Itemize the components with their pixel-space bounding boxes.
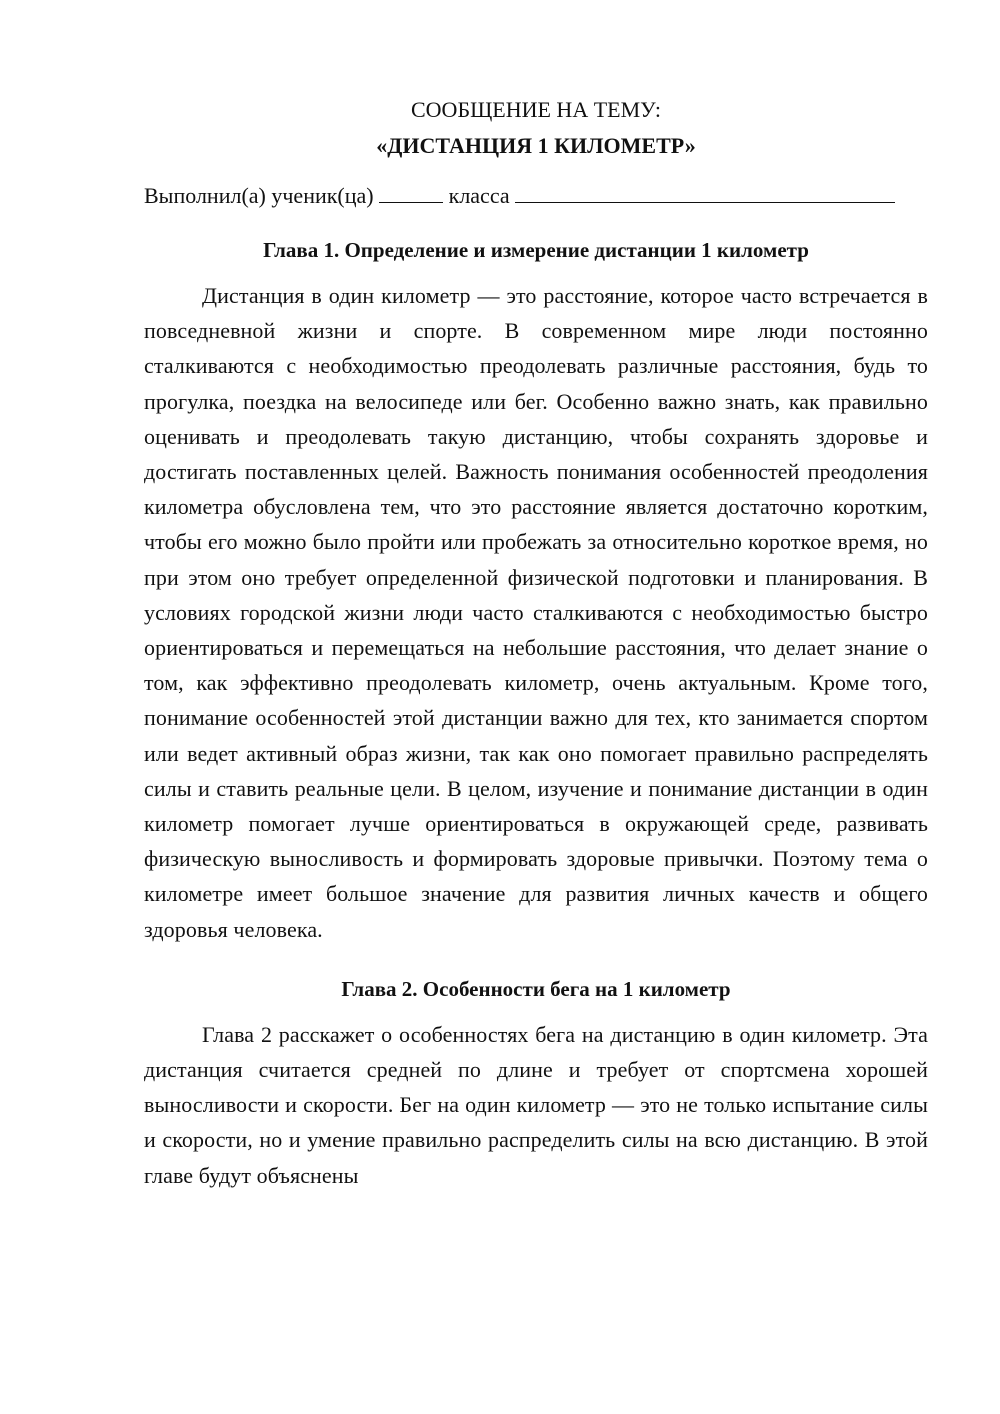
author-label: Выполнил(а) ученик(ца) <box>144 183 374 208</box>
author-line <box>144 178 928 214</box>
class-number-blank <box>379 180 443 203</box>
chapter-1-heading: Глава 1. Определение и измерение дистанции 1 километр <box>263 238 809 262</box>
document-content <box>144 92 928 1193</box>
chapter-1-paragraph: Дистанция в один километр — это расстояние, которое часто встречается в повседневной жизни и спорте. В современном мире люди постоянно сталкиваются с необходимостью преодолевать различные расстояния, будь то прогулка, поездка на велосипеде или бег. Особенно важно знать, как правильно оценивать и преодолевать такую дистанцию, чтобы сохранять здоровье и достигать поставленных целей. Важность понимания особенностей преодоления километра обусловлена тем, что это расстояние является достаточно коротким, чтобы его можно было пройти или пробежать за относительно короткое время, но при этом оно требует определенной физической подготовки и планирования. В условиях городской жизни люди часто сталкиваются с необходимостью быстро ориентироваться и перемещаться на небольшие расстояния, что делает знание о том, как эффективно преодолевать километр, очень актуальным. Кроме того, понимание особенностей этой дистанции важно для тех, кто занимается спортом или ведет активный образ жизни, так как оно помогает правильно распределять силы и ставить реальные цели. В целом, изучение и понимание дистанции в один километр помогает лучше ориентироваться в окружающей среде, развивать физическую выносливость и формировать здоровые привычки. Поэтому тема о километре имеет большое значение для развития личных качеств и общего здоровья человека. <box>144 283 928 942</box>
document-title-topic: СООБЩЕНИЕ НА ТЕМУ: <box>411 97 661 122</box>
student-name-blank <box>515 180 895 203</box>
chapter-2-paragraph: Глава 2 расскажет о особенностях бега на дистанцию в один километр. Эта дистанция считается средней по длине и требует от спортсмена хорошей выносливости и скорости. Бег на один километр — это не только испытание силы и скорости, но и умение правильно распределить силы на всю дистанцию. В этой главе будут объяснены <box>144 1021 928 1188</box>
chapter-2-heading: Глава 2. Особенности бега на 1 километр <box>341 976 731 1001</box>
class-label: класса <box>448 183 510 208</box>
document-title-subject: «ДИСТАНЦИЯ 1 КИЛОМЕТР» <box>376 133 696 158</box>
